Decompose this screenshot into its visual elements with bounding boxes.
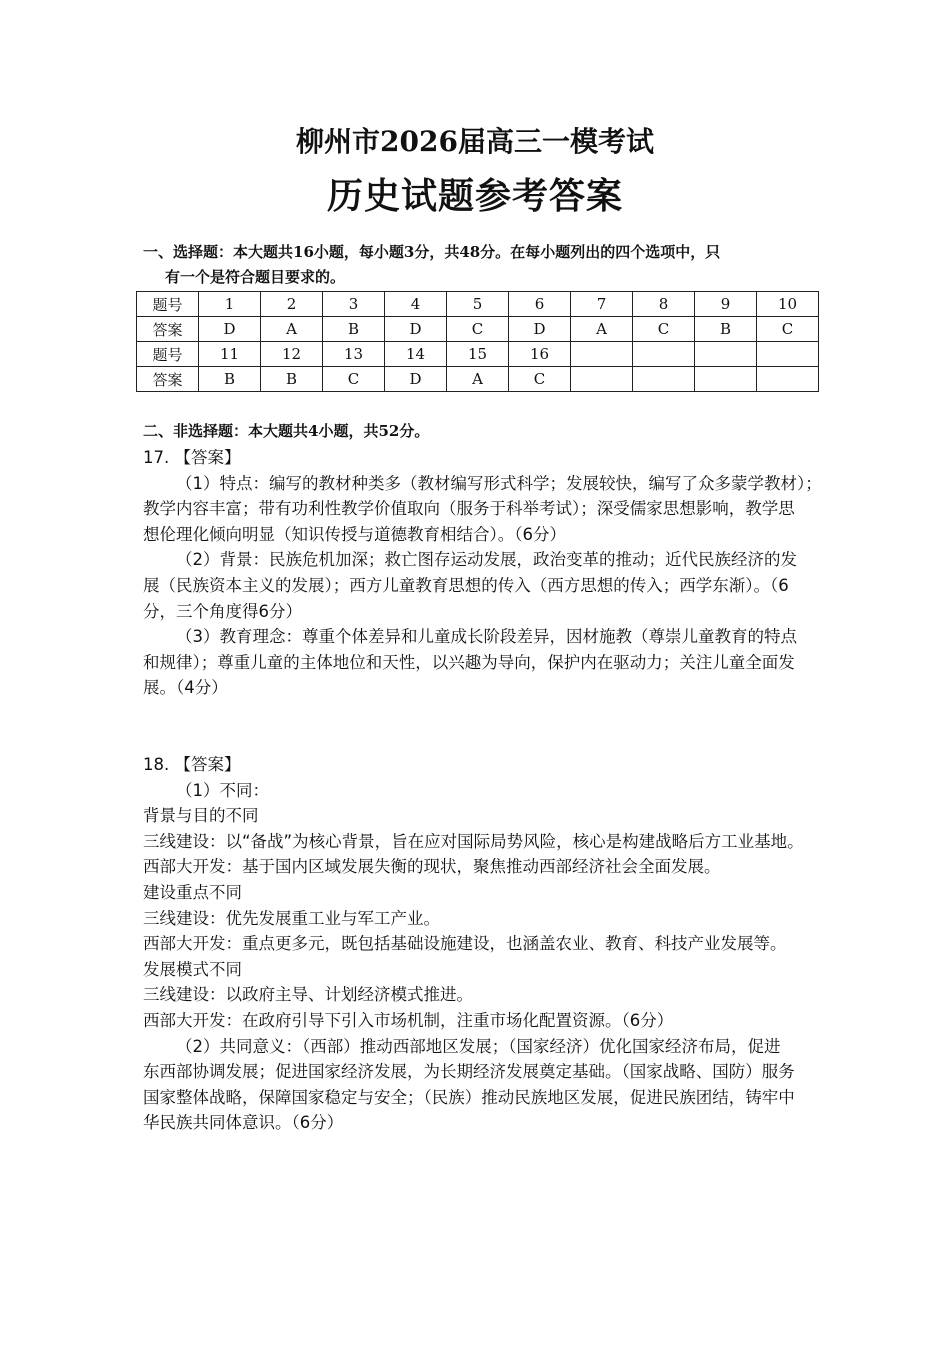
answer-line: 展（民族资本主义的发展）；西方儿童教育思想的传入（西方思想的传入；西学东渐）。（6: [143, 575, 789, 595]
table-cell: 题号: [137, 292, 199, 317]
table-cell: 15: [447, 342, 509, 367]
answer-line: 东西部协调发展；促进国家经济发展，为长期经济发展奠定基础。（国家战略、国防）服务: [143, 1062, 795, 1082]
table-cell: D: [385, 367, 447, 392]
table-row: [137, 292, 819, 317]
answer-line: 三线建设：以“备战”为核心背景，旨在应对国际局势风险，核心是构建战略后方工业基地。: [143, 831, 804, 851]
question-18-answer: [143, 752, 815, 1136]
answer-line: （1）特点：编写的教材种类多（教材编写形式科学；发展较快，编写了众多蒙学教材）；: [176, 473, 822, 493]
table-cell: [571, 342, 633, 367]
table-cell: [757, 367, 819, 392]
table-cell: [571, 367, 633, 392]
answer-line: 国家整体战略，保障国家稳定与安全；（民族）推动民族地区发展，促进民族团结，铸牢中: [143, 1087, 795, 1107]
answer-line: 分，三个角度得6分）: [143, 601, 302, 621]
table-cell: 16: [509, 342, 571, 367]
table-cell: C: [323, 367, 385, 392]
table-cell: [695, 342, 757, 367]
table-cell: C: [633, 317, 695, 342]
table-cell: [633, 342, 695, 367]
table-row: [137, 342, 819, 367]
answer-line: （1）不同：: [176, 780, 269, 800]
table-cell: C: [509, 367, 571, 392]
table-cell: 8: [633, 292, 695, 317]
table-cell: D: [509, 317, 571, 342]
table-cell: 11: [199, 342, 261, 367]
answer-line: 西部大开发：在政府引导下引入市场机制，注重市场化配置资源。（6分）: [143, 1010, 674, 1030]
table-cell: 1: [199, 292, 261, 317]
table-cell: 14: [385, 342, 447, 367]
table-cell: 答案: [137, 317, 199, 342]
table-cell: 2: [261, 292, 323, 317]
q17-heading: 17. 【答案】: [143, 448, 241, 467]
answer-line: 西部大开发：重点更多元，既包括基础设施建设，也涵盖农业、教育、科技产业发展等。: [143, 934, 787, 954]
answer-line: 三线建设：优先发展重工业与军工产业。: [143, 908, 440, 928]
table-cell: 题号: [137, 342, 199, 367]
table-cell: 6: [509, 292, 571, 317]
table-cell: 7: [571, 292, 633, 317]
answer-line: 想伦理化倾向明显（知识传授与道德教育相结合）。（6分）: [143, 524, 566, 544]
table-cell: C: [757, 317, 819, 342]
table-cell: [633, 367, 695, 392]
section2-heading: 二、非选择题：本大题共4小题，共52分。: [143, 422, 430, 440]
table-cell: 3: [323, 292, 385, 317]
table-cell: B: [695, 317, 757, 342]
table-row: [137, 367, 819, 392]
document-title: 历史试题参考答案: [326, 175, 623, 217]
q18-heading: 18. 【答案】: [143, 755, 241, 774]
table-cell: C: [447, 317, 509, 342]
table-cell: D: [199, 317, 261, 342]
answer-line: （2）共同意义：（西部）推动西部地区发展；（国家经济）优化国家经济布局，促进: [176, 1036, 781, 1056]
table-cell: 12: [261, 342, 323, 367]
table-cell: 10: [757, 292, 819, 317]
table-cell: A: [261, 317, 323, 342]
answer-line: 三线建设：以政府主导、计划经济模式推进。: [143, 985, 473, 1005]
question-17-answer: [143, 445, 822, 701]
table-cell: B: [261, 367, 323, 392]
table-cell: A: [571, 317, 633, 342]
table-cell: 4: [385, 292, 447, 317]
table-cell: B: [323, 317, 385, 342]
table-cell: [695, 367, 757, 392]
answer-line: 发展模式不同: [143, 959, 242, 979]
table-cell: A: [447, 367, 509, 392]
answer-line: 教学内容丰富；带有功利性教学价值取向（服务于科举考试）；深受儒家思想影响，教学思: [143, 499, 795, 519]
exam-title: 柳州市2026届高三一模考试: [296, 125, 654, 158]
table-cell: [757, 342, 819, 367]
table-row: [137, 317, 819, 342]
answer-line: 展。（4分）: [143, 678, 228, 698]
table-cell: 13: [323, 342, 385, 367]
table-cell: D: [385, 317, 447, 342]
answer-line: （2）背景：民族危机加深；救亡图存运动发展，政治变革的推动；近代民族经济的发: [176, 550, 797, 570]
table-cell: 5: [447, 292, 509, 317]
answer-line: 西部大开发：基于国内区域发展失衡的现状，聚焦推动西部经济社会全面发展。: [143, 857, 721, 877]
table-cell: 答案: [137, 367, 199, 392]
answer-line: 华民族共同体意识。（6分）: [143, 1113, 344, 1133]
table-cell: B: [199, 367, 261, 392]
answer-line: 和规律）；尊重儿童的主体地位和天性，以兴趣为导向，保护内在驱动力；关注儿童全面发: [143, 652, 795, 672]
answer-line: 背景与目的不同: [143, 806, 259, 826]
section1-heading: 一、选择题：本大题共16小题，每小题3分，共48分。在每小题列出的四个选项中，只 有一个是符合题目要求的。: [143, 243, 721, 286]
answer-table: [136, 291, 819, 392]
answer-line: （3）教育理念：尊重个体差异和儿童成长阶段差异，因材施教（尊崇儿童教育的特点: [176, 627, 797, 647]
table-cell: 9: [695, 292, 757, 317]
answer-line: 建设重点不同: [143, 882, 242, 902]
